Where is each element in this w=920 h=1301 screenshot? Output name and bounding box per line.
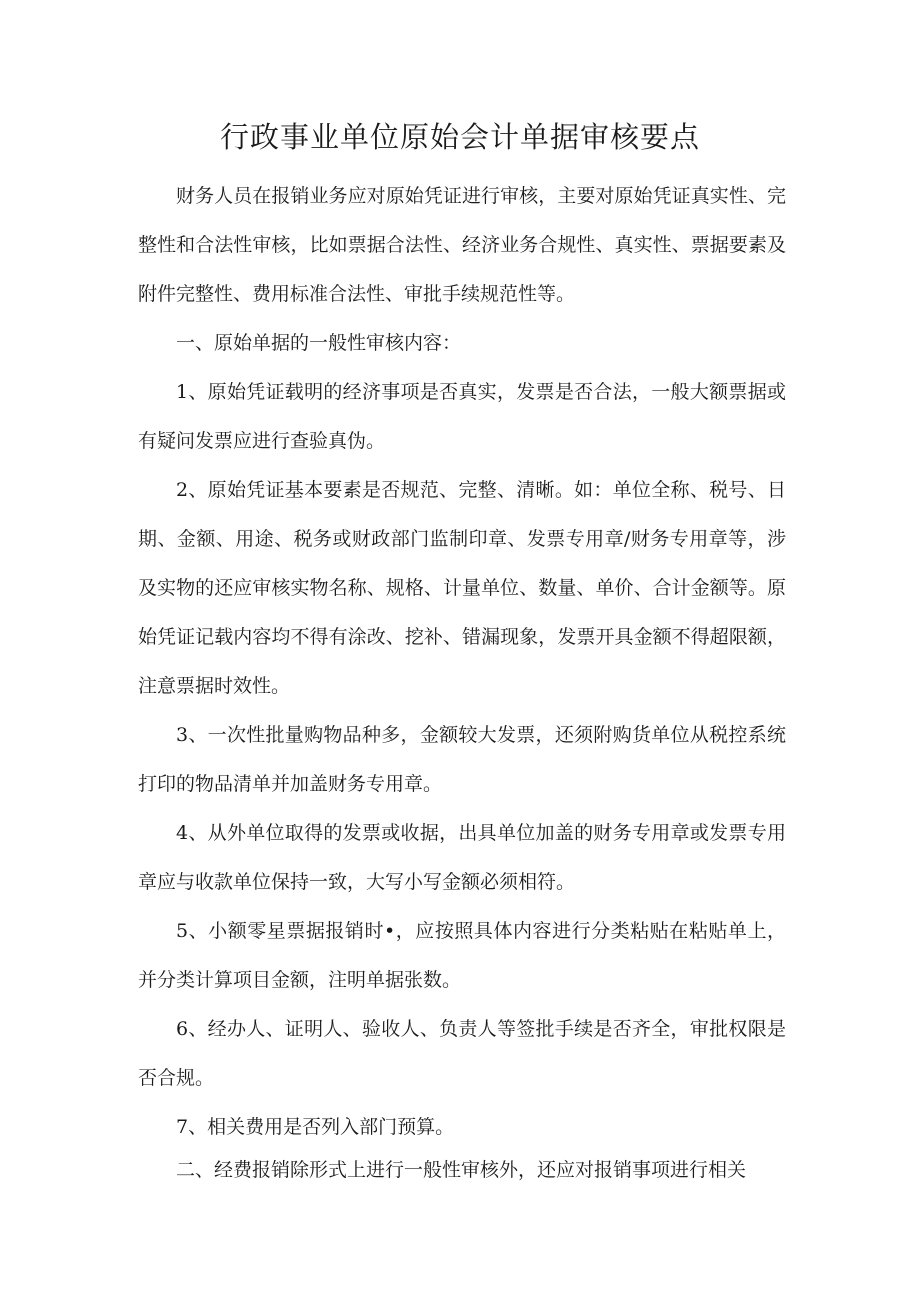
document-body [138, 172, 786, 1195]
paragraph-item-6: 6、经办人、证明人、验收人、负责人等签批手续是否齐全，审批权限是否合规。 [138, 1018, 786, 1089]
paragraph-item-1: 1、原始凭证载明的经济事项是否真实，发票是否合法，一般大额票据或有疑问发票应进行查验真伪。 [138, 381, 786, 452]
paragraph-item-5: 5、小额零星票据报销时•，应按照具体内容进行分类粘贴在粘贴单上，并分类计算项目金额，注明单据张数。 [138, 920, 786, 991]
paragraph-section-2-heading: 二、经费报销除形式上进行一般性审核外，还应对报销事项进行相关 [176, 1159, 747, 1181]
document-title: 行政事业单位原始会计单据审核要点 [219, 120, 700, 154]
paragraph-item-4: 4、从外单位取得的发票或收据，出具单位加盖的财务专用章或发票专用章应与收款单位保持一致，大写小写金额必须相符。 [138, 822, 786, 893]
paragraph-intro: 财务人员在报销业务应对原始凭证进行审核，主要对原始凭证真实性、完整性和合法性审核，比如票据合法性、经济业务合规性、真实性、票据要素及附件完整性、费用标准合法性、审批手续规范性等。 [138, 185, 786, 305]
paragraph-item-3: 3、一次性批量购物品种多，金额较大发票，还须附购货单位从税控系统打印的物品清单并加盖财务专用章。 [138, 724, 786, 795]
paragraph-item-2: 2、原始凭证基本要素是否规范、完整、清晰。如：单位全称、税号、日期、金额、用途、税务或财政部门监制印章、发票专用章/财务专用章等，涉及实物的还应审核实物名称、规格、计量单位、数量、单价、合计金额等。原始凭证记载内容均不得有涂改、挖补、错漏现象，发票开具金额不得超限额，注意票据时效性。 [138, 479, 786, 697]
paragraph-section-1-heading: 一、原始单据的一般性审核内容： [176, 332, 462, 354]
paragraph-item-7: 7、相关费用是否列入部门预算。 [176, 1116, 455, 1138]
